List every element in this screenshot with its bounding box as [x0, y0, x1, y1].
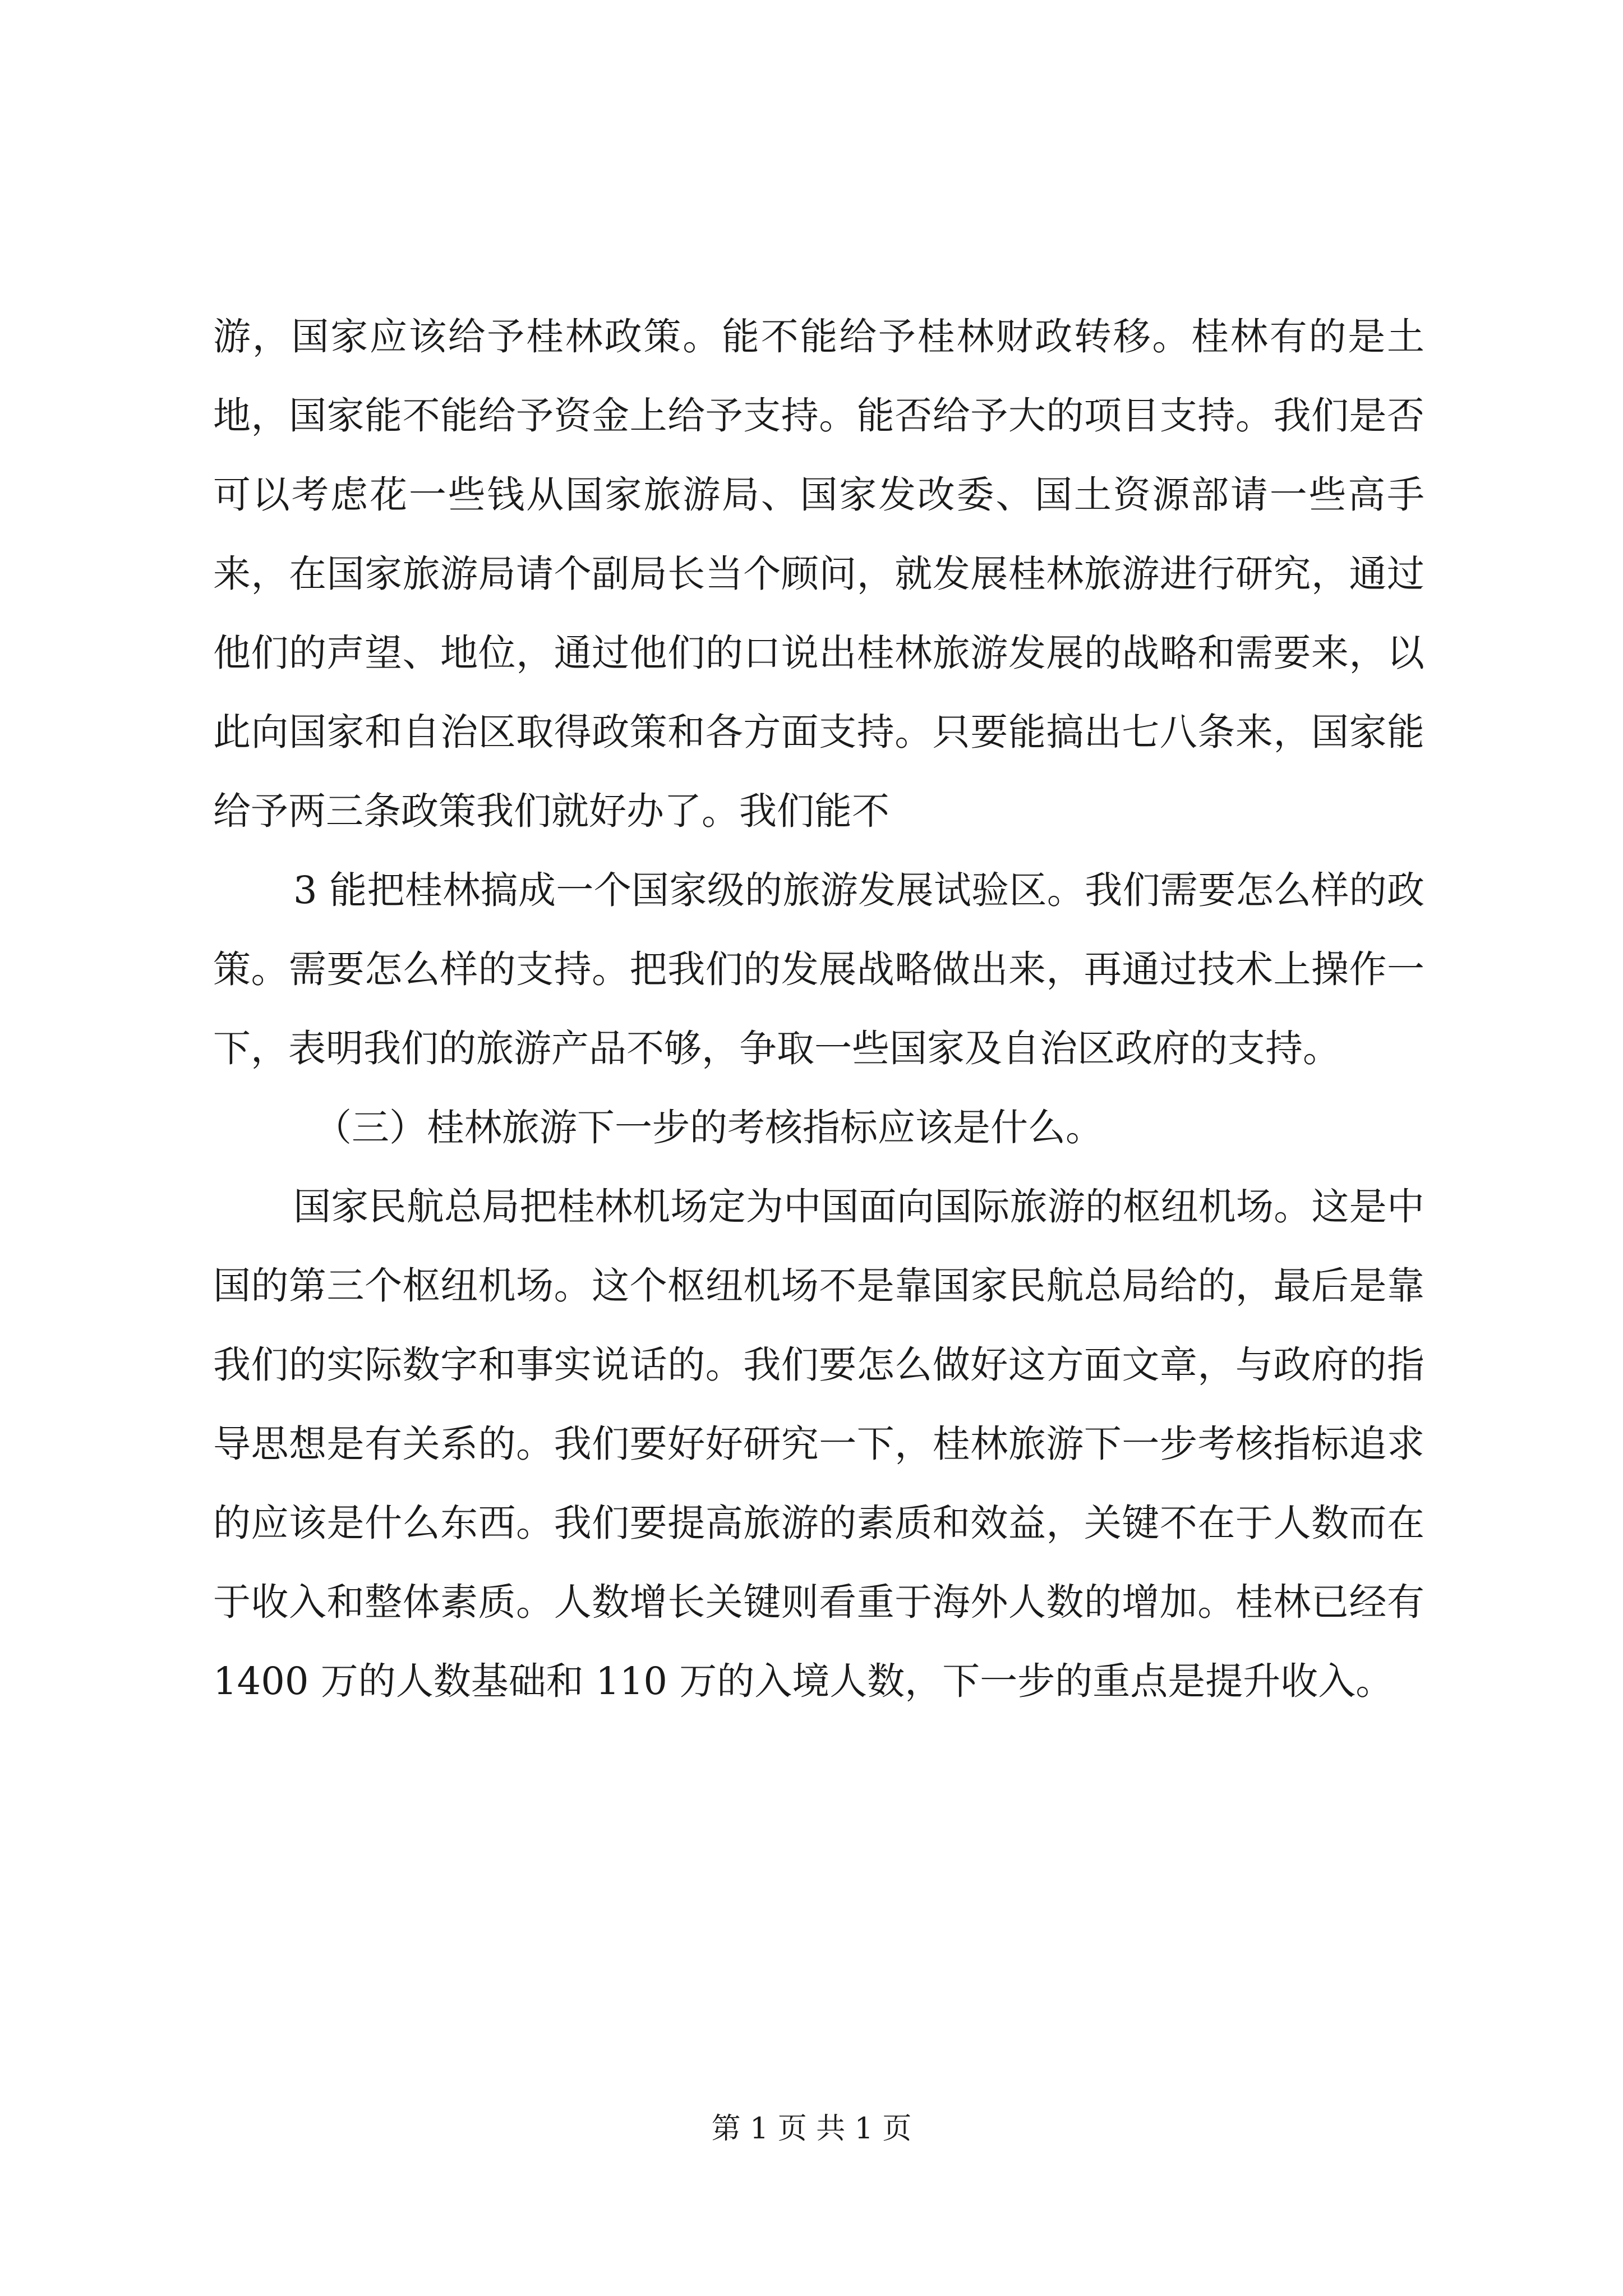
paragraph-pilot-zone: 3 能把桂林搞成一个国家级的旅游发展试验区。我们需要怎么样的政策。需要怎么样的支持。把我们的发展战略做出来，再通过技术上操作一下，表明我们的旅游产品不够，争取一些国家及自治区政府的支持。: [213, 868, 1424, 1070]
document-body: [213, 297, 1424, 1721]
page-number-footer: 第 1 页 共 1 页: [711, 2112, 912, 2146]
paragraph-continuation: 游，国家应该给予桂林政策。能不能给予桂林财政转移。桂林有的是土地，国家能不能给予资金上给予支持。能否给予大的项目支持。我们是否可以考虑花一些钱从国家旅游局、国家发改委、国土资源部请一些高手来，在国家旅游局请个副局长当个顾问，就发展桂林旅游进行研究，通过他们的声望、地位，通过他们的口说出桂林旅游发展的战略和需要来，以此向国家和自治区取得政策和各方面支持。只要能搞出七八条来，国家能给予两三条政策我们就好办了。我们能不: [213, 315, 1424, 833]
section-heading-three: （三）桂林旅游下一步的考核指标应该是什么。: [314, 1106, 1103, 1149]
paragraph-airport-hub: 国家民航总局把桂林机场定为中国面向国际旅游的枢纽机场。这是中国的第三个枢纽机场。这个枢纽机场不是靠国家民航总局给的，最后是靠我们的实际数字和事实说话的。我们要怎么做好这方面文章，与政府的指导思想是有关系的。我们要好好研究一下，桂林旅游下一步考核指标追求的应该是什么东西。我们要提高旅游的素质和效益，关键不在于人数而在于收入和整体素质。人数增长关键则看重于海外人数的增加。桂林已经有 1400 万的人数基础和 110 万的入境人数，下一步的重点是提升收入。: [213, 1185, 1424, 1703]
